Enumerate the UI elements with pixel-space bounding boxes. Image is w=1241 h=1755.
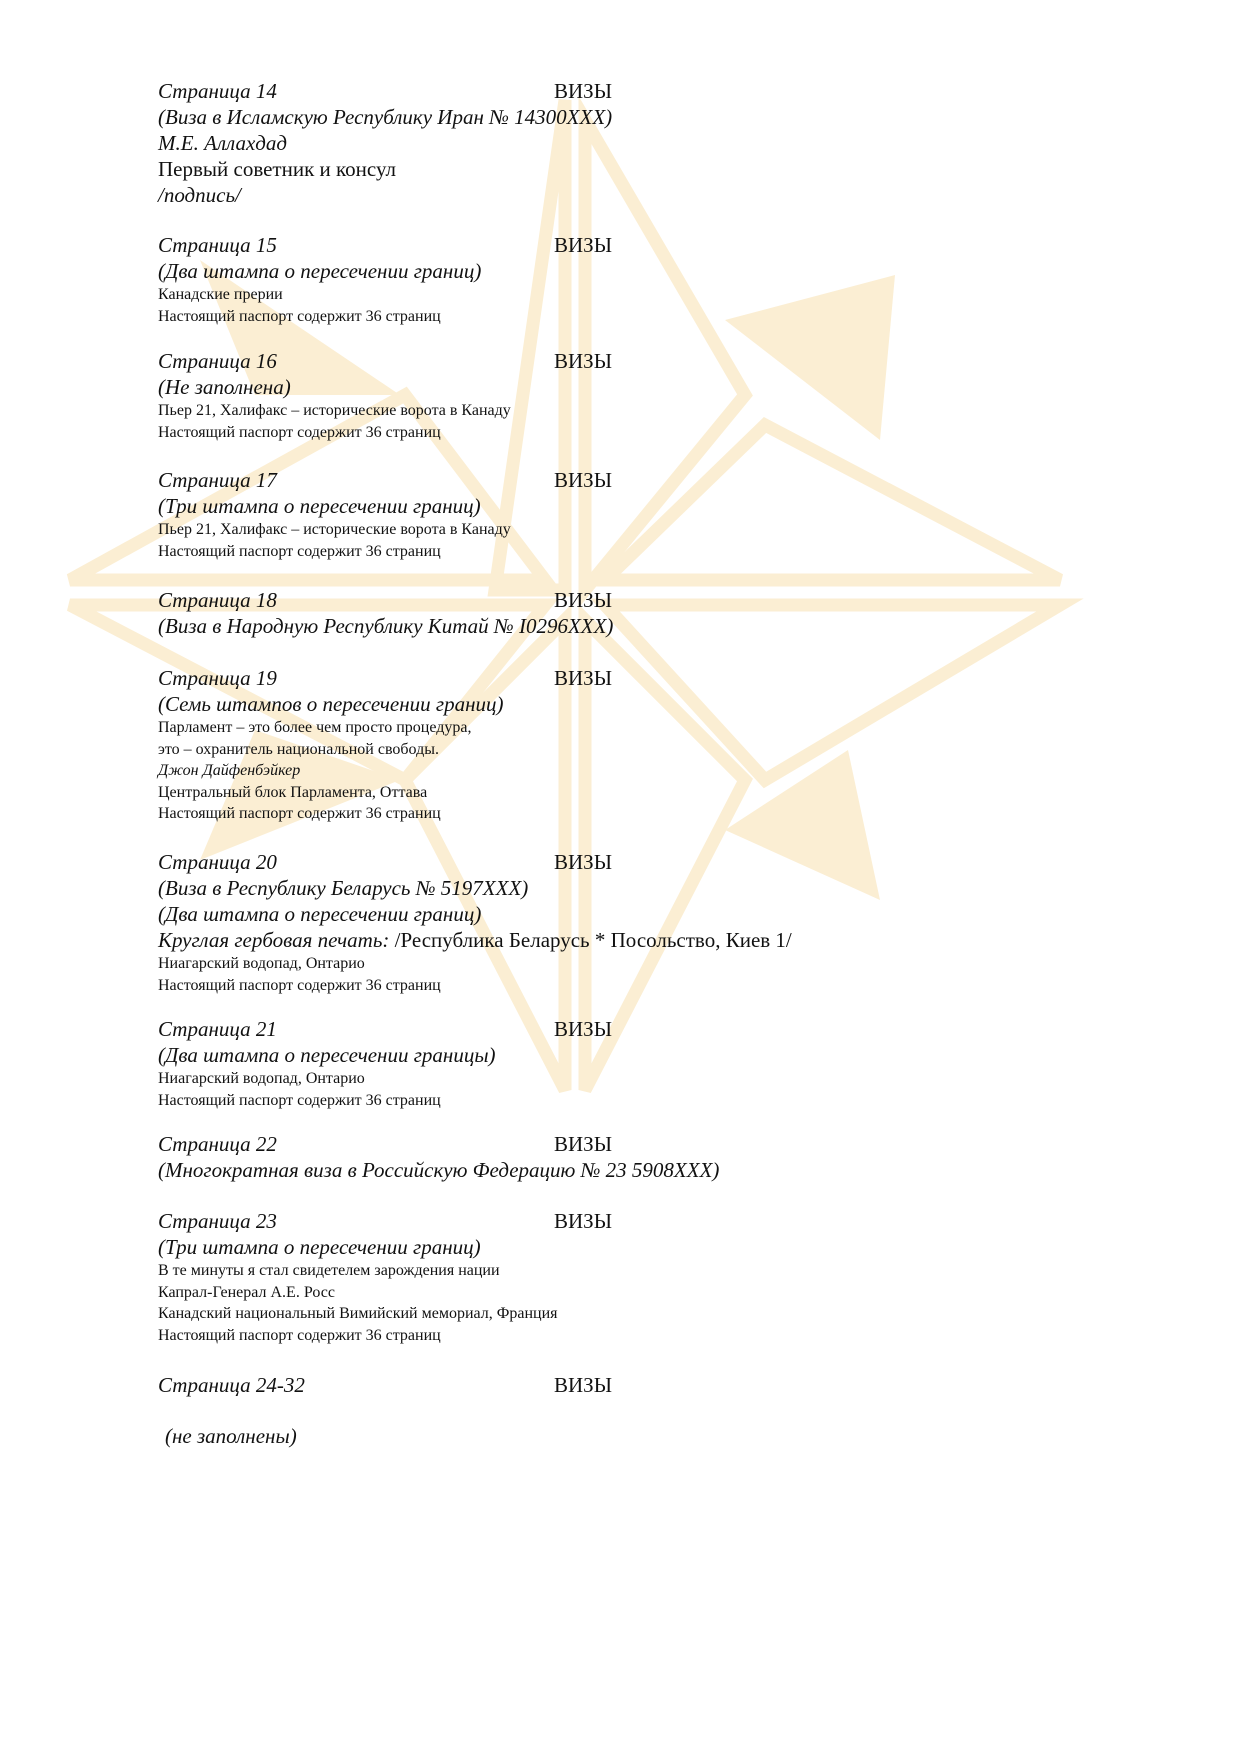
page-count-note: Настоящий паспорт содержит 36 страниц <box>158 423 441 441</box>
visa-heading: ВИЗЫ <box>554 588 613 612</box>
page-number-label: Страница 24-32 <box>158 1373 305 1397</box>
visa-page-section <box>158 348 978 443</box>
page-caption: Пьер 21, Халифакс – исторические ворота в Канаду <box>158 521 511 538</box>
visa-page-section <box>158 587 978 639</box>
stamps-description: (Три штампа о пересечении границ) <box>158 494 481 518</box>
quote-line: В те минуты я стал свидетелем зарождения нации <box>158 1262 500 1279</box>
seal-label: Круглая гербовая печать: <box>158 928 390 952</box>
visa-heading: ВИЗЫ <box>554 1017 613 1041</box>
page-number-label: Страница 19 <box>158 666 277 690</box>
seal-text: /Республика Беларусь * Посольство, Киев 1/ <box>394 928 792 952</box>
visa-description: (Виза в Республику Беларусь № 5197ХХХ) <box>158 876 529 900</box>
section-header <box>158 1208 978 1234</box>
page-count-note: Настоящий паспорт содержит 36 страниц <box>158 1326 441 1344</box>
page-number-label: Страница 14 <box>158 79 277 103</box>
visa-page-section <box>158 78 978 208</box>
page-number-label: Страница 21 <box>158 1017 277 1041</box>
quote-author: Капрал-Генерал А.Е. Росс <box>158 1283 335 1301</box>
quote-line: Парламент – это более чем просто процедура, <box>158 719 472 736</box>
visa-description: (Виза в Исламскую Республику Иран № 14300ХХХ) <box>158 105 613 129</box>
section-header <box>158 467 978 493</box>
signature-note: /подпись/ <box>158 183 241 207</box>
visa-heading: ВИЗЫ <box>554 349 613 373</box>
section-header <box>158 1372 978 1398</box>
page-count-note: Настоящий паспорт содержит 36 страниц <box>158 307 441 325</box>
visa-heading: ВИЗЫ <box>554 1209 613 1233</box>
visa-description: (Многократная виза в Российскую Федерацию № 23 5908ХХХ) <box>158 1158 720 1182</box>
page-caption: Пьер 21, Халифакс – исторические ворота в Канаду <box>158 402 511 419</box>
section-header <box>158 1016 978 1042</box>
stamps-description: (Три штампа о пересечении границ) <box>158 1235 481 1259</box>
page-caption: Канадские прерии <box>158 286 283 303</box>
section-header <box>158 348 978 374</box>
visa-page-section <box>158 1208 978 1346</box>
page-caption: Ниагарский водопад, Онтарио <box>158 955 365 972</box>
page-count-note: Настоящий паспорт содержит 36 страниц <box>158 805 441 822</box>
page-number-label: Страница 15 <box>158 233 277 257</box>
page-number-label: Страница 20 <box>158 850 277 874</box>
consul-title: Первый советник и консул <box>158 157 397 181</box>
page-status: (Не заполнена) <box>158 375 291 399</box>
visa-description: (Виза в Народную Республику Китай № I0296ХХХ) <box>158 614 614 638</box>
page-count-note: Настоящий паспорт содержит 36 страниц <box>158 542 441 560</box>
page-status: (не заполнены) <box>165 1424 297 1448</box>
section-header <box>158 78 978 104</box>
section-header <box>158 1131 978 1157</box>
visa-page-section <box>158 467 978 562</box>
visa-page-section <box>158 849 978 996</box>
section-header <box>158 587 978 613</box>
visa-heading: ВИЗЫ <box>554 850 613 874</box>
page-caption: Центральный блок Парламента, Оттава <box>158 783 428 801</box>
stamps-description: (Семь штампов о пересечении границ) <box>158 692 504 716</box>
section-header <box>158 849 978 875</box>
page-count-note: Настоящий паспорт содержит 36 страниц <box>158 976 441 994</box>
page-caption: Ниагарский водопад, Онтарио <box>158 1070 365 1087</box>
visa-heading: ВИЗЫ <box>554 233 613 257</box>
visa-page-section <box>158 665 978 825</box>
visa-heading: ВИЗЫ <box>554 79 613 103</box>
stamps-description: (Два штампа о пересечении границ) <box>158 259 482 283</box>
visa-heading: ВИЗЫ <box>554 1373 613 1397</box>
quote-line: это – охранитель национальной свободы. <box>158 740 439 758</box>
page-number-label: Страница 18 <box>158 588 277 612</box>
page-number-label: Страница 17 <box>158 468 277 492</box>
visa-page-section <box>158 1372 978 1398</box>
consul-name: М.Е. Аллахдад <box>158 131 288 155</box>
visa-heading: ВИЗЫ <box>554 1132 613 1156</box>
visa-page-section <box>158 232 978 327</box>
page-number-label: Страница 23 <box>158 1209 277 1233</box>
quote-author: Джон Дайфенбэйкер <box>158 762 301 779</box>
visa-heading: ВИЗЫ <box>554 468 613 492</box>
visa-page-section <box>158 1131 978 1183</box>
section-header <box>158 232 978 258</box>
page-number-label: Страница 16 <box>158 349 277 373</box>
page-number-label: Страница 22 <box>158 1132 277 1156</box>
stamps-description: (Два штампа о пересечении границ) <box>158 902 482 926</box>
page-count-note: Настоящий паспорт содержит 36 страниц <box>158 1091 441 1109</box>
seal-description <box>158 927 978 953</box>
visa-heading: ВИЗЫ <box>554 666 613 690</box>
section-header <box>158 665 978 691</box>
stamps-description: (Два штампа о пересечении границы) <box>158 1043 496 1067</box>
visa-page-section <box>158 1016 978 1111</box>
page-caption: Канадский национальный Вимийский мемориал, Франция <box>158 1305 558 1322</box>
blank-pages-note-wrapper <box>158 1423 978 1449</box>
